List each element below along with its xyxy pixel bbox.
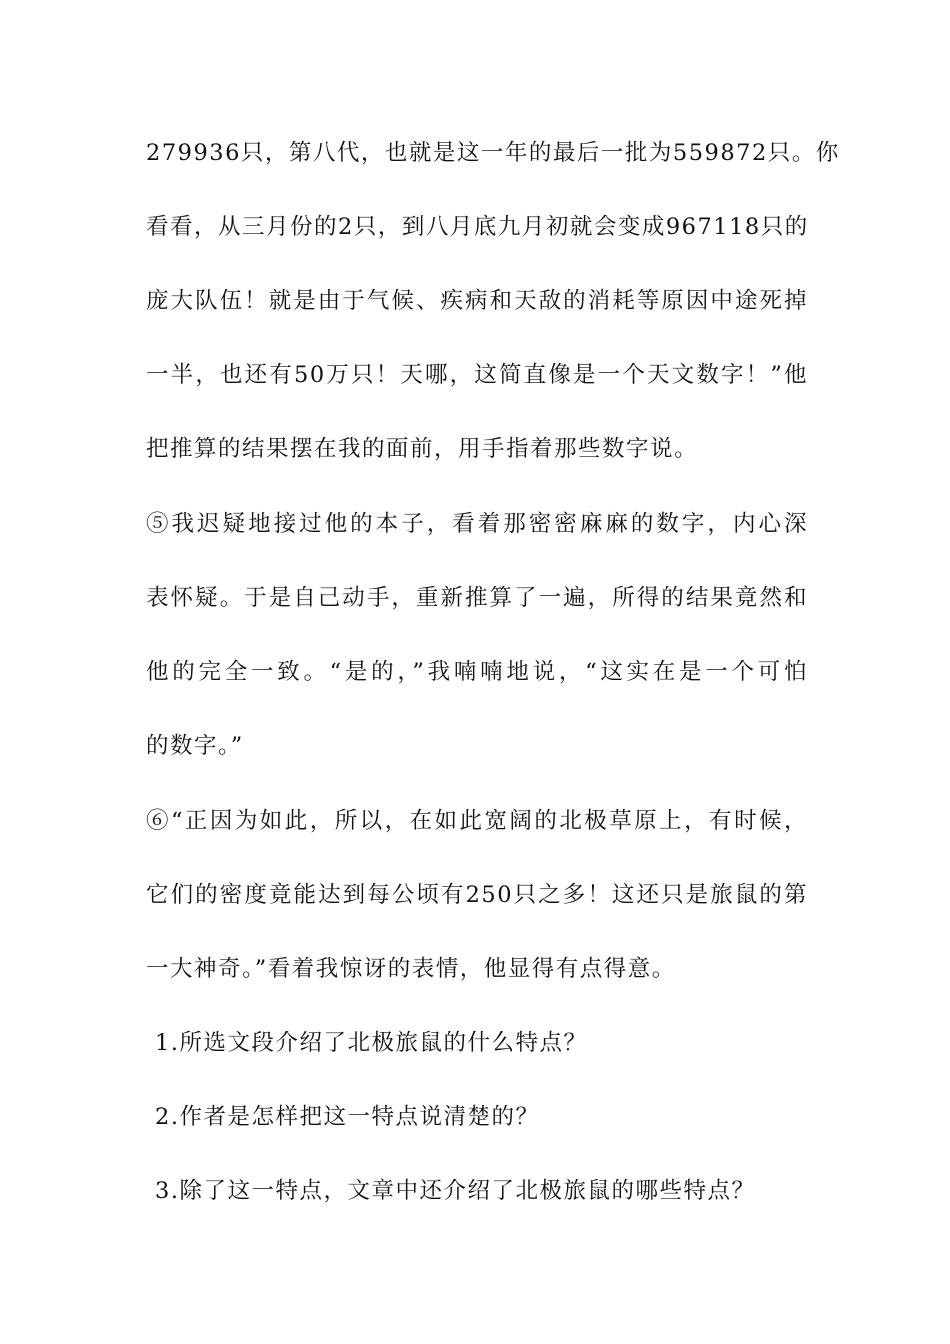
paragraph-5-line: 表怀疑。于是自己动手，重新推算了一遍，所得的结果竟然和: [146, 585, 808, 611]
question-2: 2.作者是怎样把这一特点说清楚的？: [155, 1104, 540, 1130]
paragraph-line: 一半，也还有50万只！天哪，这简直像是一个天文数字！”他: [146, 362, 808, 388]
paragraph-line: 庞大队伍！就是由于气候、疾病和天敌的消耗等原因中途死掉: [146, 288, 808, 314]
question-3: 3.除了这一特点，文章中还介绍了北极旅鼠的哪些特点？: [155, 1178, 756, 1204]
paragraph-6-line: 一大神奇。”看着我惊讶的表情，他显得有点得意。: [146, 956, 676, 982]
paragraph-6-line: 它们的密度竟能达到每公顷有250只之多！这还只是旅鼠的第: [146, 882, 808, 908]
paragraph-line: 看看，从三月份的2只，到八月底九月初就会变成967118只的: [146, 214, 809, 240]
paragraph-5-line: 的数字。”: [146, 733, 244, 759]
paragraph-5-line: ⑤我迟疑地接过他的本子，看着那密密麻麻的数字，内心深: [146, 511, 808, 537]
paragraph-line: 把推算的结果摆在我的面前，用手指着那些数字说。: [146, 436, 699, 462]
paragraph-5-line: 他的完全一致。“是的，”我喃喃地说，“这实在是一个可怕: [146, 659, 808, 685]
paragraph-line: 279936只，第八代，也就是这一年的最后一批为559872只。你: [146, 140, 840, 166]
paragraph-6-line: ⑥“正因为如此，所以，在如此宽阔的北极草原上，有时候，: [146, 808, 808, 834]
question-1: 1.所选文段介绍了北极旅鼠的什么特点？: [155, 1030, 588, 1056]
